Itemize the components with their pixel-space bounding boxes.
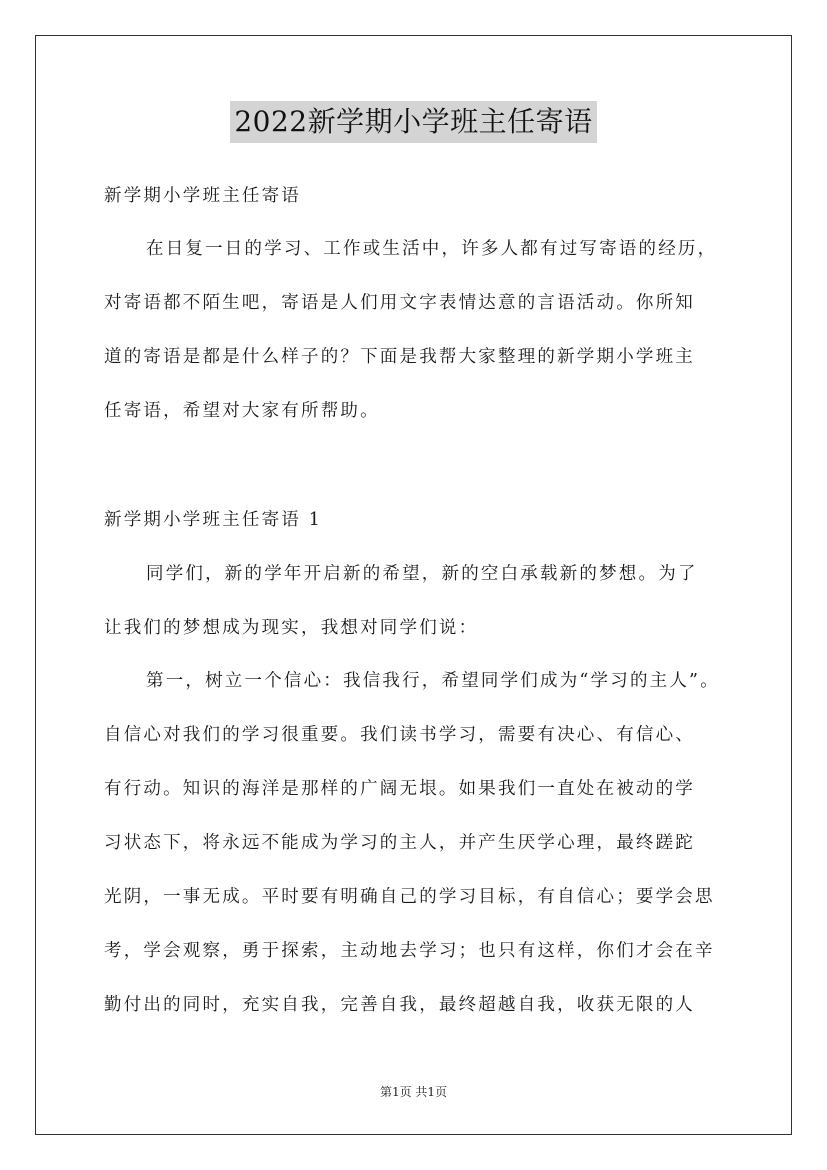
body-line: 习状态下，将永远不能成为学习的主人，并产生厌学心理，最终蹉跎 [104,833,695,853]
intro-line: 在日复一日的学习、工作或生活中，许多人都有过写寄语的经历， [146,239,718,259]
page-footer: 第1页 共1页 [379,1085,448,1099]
title-container [0,101,827,143]
intro-line: 对寄语都不陌生吧，寄语是人们用文字表情达意的言语活动。你所知 [104,293,695,313]
body-line: 让我们的梦想成为现实，我想对同学们说： [104,618,479,638]
document-subtitle: 新学期小学班主任寄语 [104,186,301,206]
section-heading: 新学期小学班主任寄语 1 [104,510,323,530]
intro-line: 道的寄语是都是什么样子的？下面是我帮大家整理的新学期小学班主 [104,347,695,367]
body-line: 同学们，新的学年开启新的希望，新的空白承载新的梦想。为了 [146,564,698,584]
intro-line: 任寄语，希望对大家有所帮助。 [104,401,380,421]
document-title: 2022新学期小学班主任寄语 [230,101,596,143]
body-line: 有行动。知识的海洋是那样的广阔无垠。如果我们一直处在被动的学 [104,779,695,799]
body-line: 光阴，一事无成。平时要有明确自己的学习目标，有自信心；要学会思 [104,887,715,907]
body-line: 勤付出的同时，充实自我，完善自我，最终超越自我，收获无限的人 [104,995,695,1015]
body-line: 第一，树立一个信心：我信我行，希望同学们成为“学习的主人”。 [146,671,720,691]
body-line: 考，学会观察，勇于探索，主动地去学习；也只有这样，你们才会在辛 [104,941,715,961]
body-line: 自信心对我们的学习很重要。我们读书学习，需要有决心、有信心、 [104,725,695,745]
